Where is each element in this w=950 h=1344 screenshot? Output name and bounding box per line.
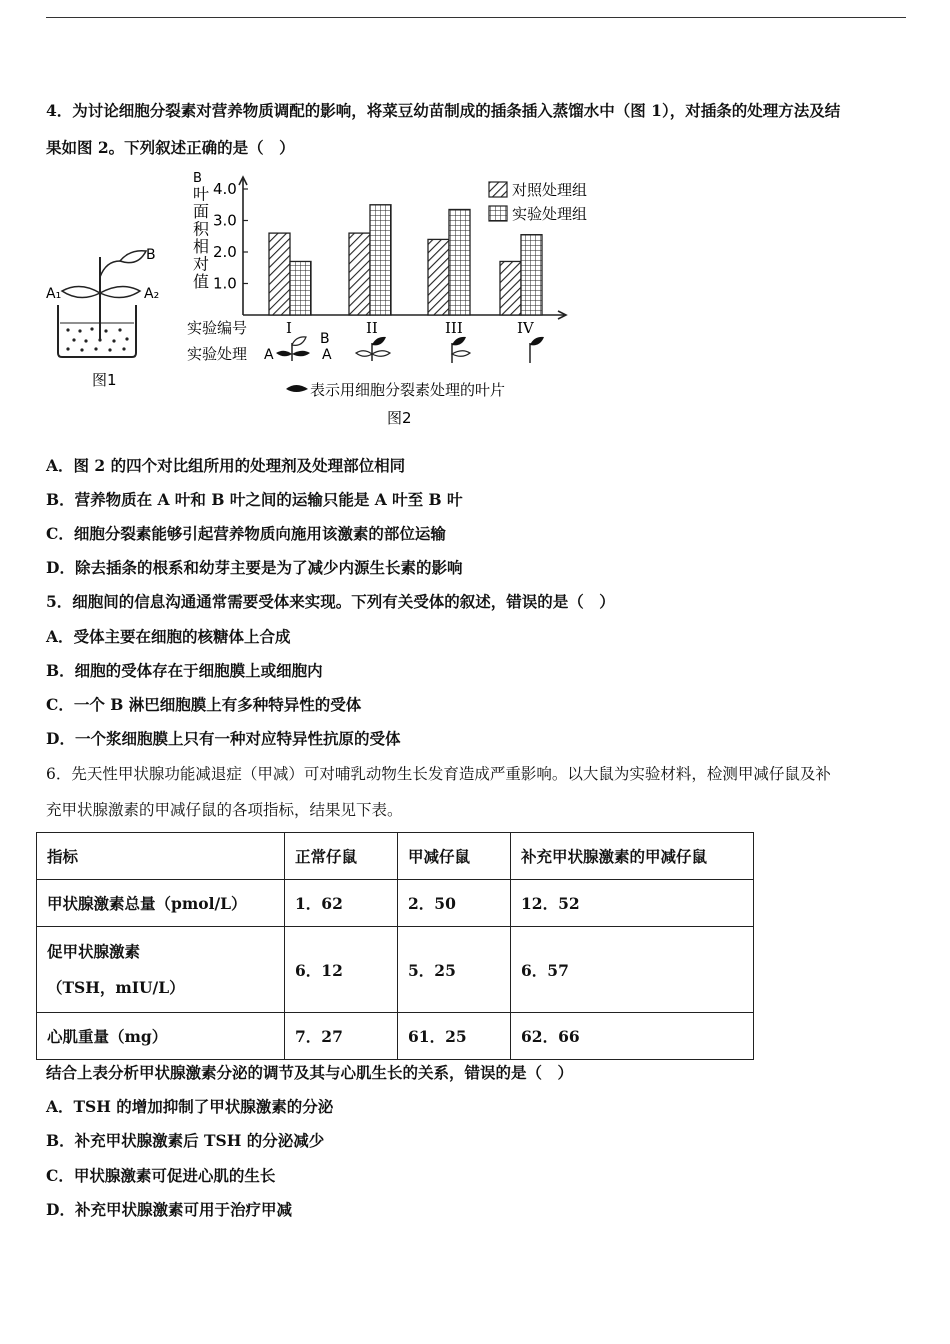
legend-label-control: 对照处理组 [512,181,588,199]
bar-experiment [290,261,311,315]
q6-option-c: C．甲状腺激素可促进心肌的生长 [46,1166,276,1185]
table-cell: 62．66 [511,1013,754,1060]
table-row-label: 心肌重量（mg） [37,1013,285,1060]
table-cell: 7．27 [285,1013,398,1060]
legend-swatch-experiment [489,206,507,221]
figure1-label-b: B [146,247,156,263]
x-tick-label: II [366,319,378,337]
table-cell: 6．12 [285,927,398,1013]
x-tick-label: III [445,319,463,337]
table-row-label-line1: 促甲状腺激素 [47,941,141,961]
y-tick-label: 1.0 [213,274,237,293]
y-axis-label-char: 面 [193,202,210,221]
row-label-experiment-number: 实验编号 [187,319,248,337]
q6-data-table [36,832,754,1060]
x-tick-label: IV [517,319,534,337]
table-cell: 2．50 [398,880,511,927]
x-tick-label: I [286,319,292,337]
treatment-label-a-left: A [264,347,274,363]
treatment-icon-1 [276,337,310,361]
table-row [37,880,754,927]
q5-option-a: A．受体主要在细胞的核糖体上合成 [46,627,291,646]
figure1-label-a1: A₁ [46,286,62,302]
table-cell: 12．52 [511,880,754,927]
treatment-icon-2 [356,337,390,361]
table-row-label-line2: （TSH，mIU/L） [47,977,185,997]
legend-swatch-control [489,182,507,197]
bar-control [500,261,521,315]
y-axis-label-char: 值 [193,272,210,291]
treatment-label-b: B [320,331,330,347]
figure1-label-a2: A₂ [144,286,160,302]
q4-stem-line2: 果如图 2。下列叙述正确的是（ ） [46,138,295,157]
q4-option-b: B．营养物质在 A 叶和 B 叶之间的运输只能是 A 叶至 B 叶 [46,490,463,509]
q4-option-a: A．图 2 的四个对比组所用的处理剂及处理部位相同 [46,456,406,475]
y-axis-label-char: 对 [193,254,210,274]
q6-option-b: B．补充甲状腺激素后 TSH 的分泌减少 [46,1131,325,1150]
figure1-plant-diagram [58,251,146,357]
table-header-cell: 指标 [37,833,285,880]
table-header-cell: 甲减仔鼠 [398,833,511,880]
q6-stem-line2: 充甲状腺激素的甲减仔鼠的各项指标，结果见下表。 [46,801,403,819]
table-row-label [37,927,285,1013]
bar-experiment [370,205,391,315]
treatment-icon-4 [530,337,544,363]
table-cell: 6．57 [511,927,754,1013]
y-axis-label-char: 叶 [193,184,210,204]
bar-control [428,239,449,315]
y-tick-label: 3.0 [213,211,237,230]
q5-option-d: D．一个浆细胞膜上只有一种对应特异性抗原的受体 [46,729,401,748]
q4-figure [40,165,620,440]
q6-question: 结合上表分析甲状腺激素分泌的调节及其与心肌生长的关系，错误的是（ ） [46,1063,574,1082]
bar-control [349,233,370,315]
q5-option-c: C．一个 B 淋巴细胞膜上有多种特异性的受体 [46,695,362,714]
figure2-ylabel [193,171,210,291]
q5-stem: 5．细胞间的信息沟通通常需要受体来实现。下列有关受体的叙述，错误的是（ ） [46,592,615,611]
q6-option-a: A．TSH 的增加抑制了甲状腺激素的分泌 [46,1097,334,1116]
table-row [37,927,754,1013]
q4-stem-line1: 4．为讨论细胞分裂素对营养物质调配的影响，将菜豆幼苗制成的插条插入蒸馏水中（图 1），对插条的处理方法及结 [46,101,841,120]
figure2-note: 表示用细胞分裂素处理的叶片 [310,381,506,399]
treatment-icon-3 [452,337,470,363]
table-header-row [37,833,754,880]
q4-option-d: D．除去插条的根系和幼芽主要是为了减少内源生长素的影响 [46,558,463,577]
table-cell: 1．62 [285,880,398,927]
y-axis-label-char: 相 [193,237,210,256]
treatment-label-a-right: A [322,347,332,363]
bar-experiment [521,235,542,315]
row-label-treatment: 实验处理 [187,345,248,363]
figure1-caption: 图1 [92,371,117,389]
y-axis-label-char: 积 [193,219,210,239]
table-header-cell: 正常仔鼠 [285,833,398,880]
table-row-label: 甲状腺激素总量（pmol/L） [37,880,285,927]
y-axis-label-char: B [193,171,202,186]
legend-label-experiment: 实验处理组 [512,205,588,223]
bar-experiment [449,209,470,315]
y-tick-label: 2.0 [213,243,237,261]
q6-stem-line1: 6．先天性甲状腺功能减退症（甲减）可对哺乳动物生长发育造成严重影响。以大鼠为实验材料，检测甲减仔鼠及补 [46,765,831,783]
note-leaf-icon [286,385,308,392]
table-cell: 5．25 [398,927,511,1013]
header-rule [46,17,906,18]
bar-control [269,233,290,315]
table-cell: 61．25 [398,1013,511,1060]
y-tick-label: 4.0 [213,180,237,198]
figure2-chart [213,177,566,337]
table-row [37,1013,754,1060]
q4-option-c: C．细胞分裂素能够引起营养物质向施用该激素的部位运输 [46,524,446,543]
q6-option-d: D．补充甲状腺激素可用于治疗甲减 [46,1200,292,1219]
q5-option-b: B．细胞的受体存在于细胞膜上或细胞内 [46,661,323,680]
figure2-caption: 图2 [387,409,412,427]
table-header-cell: 补充甲状腺激素的甲减仔鼠 [511,833,754,880]
